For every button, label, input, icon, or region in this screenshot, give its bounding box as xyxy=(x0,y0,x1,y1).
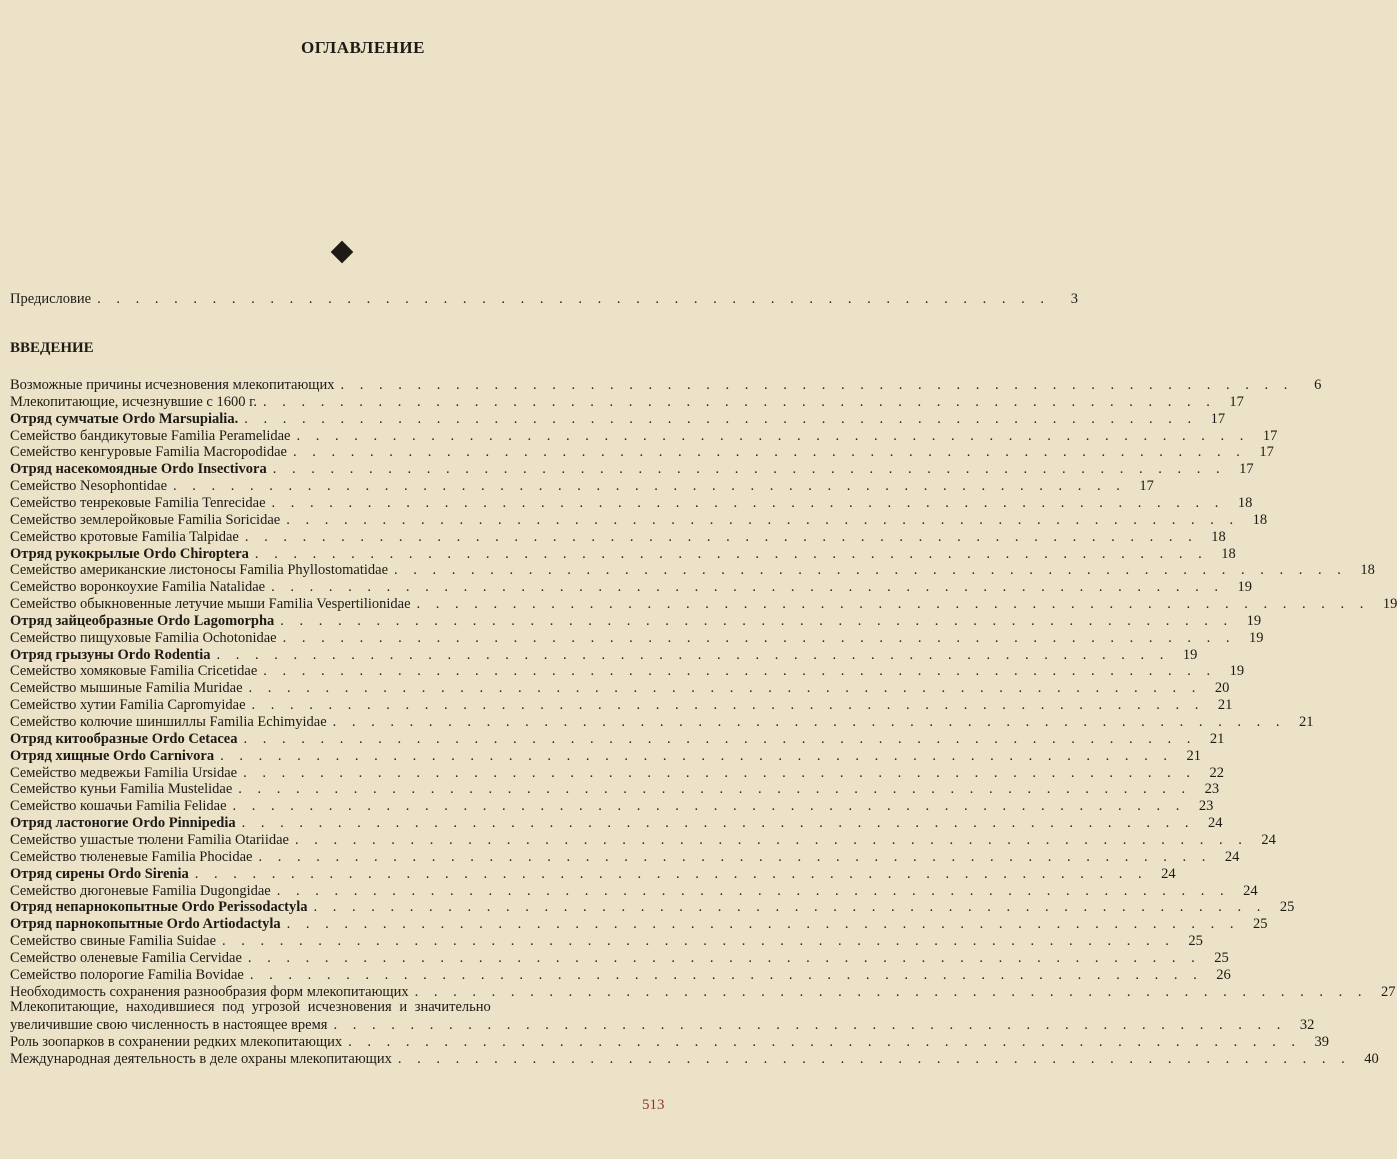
toc-entry[interactable] xyxy=(10,528,1226,546)
toc-page-number: 19 xyxy=(1248,630,1264,646)
toc-entry-text: Семейство оленевые Familia Cervidae xyxy=(10,950,242,966)
toc-entry-text: Отряд хищные Ordo Carnivora xyxy=(10,748,215,764)
toc-entry[interactable] xyxy=(10,595,1397,613)
toc-page-number: 23 xyxy=(1204,781,1220,797)
toc-entry-text: Семейство полорогие Familia Bovidae xyxy=(10,967,244,983)
leader-dots: . . . . . . . . . . . . . . . . . . . . . . . . . . . . . . . . . . . . . . . . . . . . . . . . . . xyxy=(271,495,1225,511)
toc-entry-text: увеличившие свою численность в настоящее время xyxy=(10,1017,328,1033)
toc-page-number: 17 xyxy=(1139,478,1154,494)
leader-dots: . . . . . . . . . . . . . . . . . . . . . . . . . . . . . . . . . . . . . . . . . . . . . . . . . . xyxy=(222,933,1175,949)
toc-entry[interactable] xyxy=(10,679,1230,697)
leader-dots: . . . . . . . . . . . . . . . . . . . . . . . . . . . . . . . . . . . . . . . . . . . . . . . . . . xyxy=(280,613,1234,629)
toc-page-number: 24 xyxy=(1261,832,1276,848)
toc-entry[interactable] xyxy=(10,393,1244,411)
toc-entry[interactable] xyxy=(10,612,1262,630)
leader-dots: . . . . . . . . . . . . . . . . . . . . . . . . . . . . . . . . . . . . . . . . . . . . . . . . . . xyxy=(258,849,1212,865)
toc-entry-text: Международная деятельность в деле охраны млекопитающих xyxy=(10,1051,392,1067)
toc-page-number: 20 xyxy=(1214,680,1230,696)
toc-page-number: 17 xyxy=(1259,444,1274,460)
toc-page-number: 27 xyxy=(1380,984,1396,1000)
leader-dots: . . . . . . . . . . . . . . . . . . . . . . . . . . . . . . . . . . . . . . . . . . . . . . . . . . xyxy=(340,377,1294,393)
toc-entry[interactable] xyxy=(10,1050,1379,1068)
leader-dots: . . . . . . . . . . . . . . . . . . . . . . . . . . . . . . . . . . . . . . . . . . . . . . . . . . xyxy=(286,916,1240,932)
toc-entry[interactable] xyxy=(10,780,1220,798)
toc-page-number: 19 xyxy=(1382,596,1397,612)
leader-dots: . . . . . . . . . . . . . . . . . . . . . . . . . . . . . . . . . . . . . . . . . . . . . . . . . . xyxy=(243,731,1197,747)
toc-entry[interactable] xyxy=(10,898,1295,916)
toc-entry-text: Семейство хутии Familia Capromyidae xyxy=(10,697,246,713)
toc-entry[interactable] xyxy=(10,915,1268,933)
toc-entry-text: Млекопитающие, исчезнувшие с 1600 г. xyxy=(10,394,258,410)
toc-entry-text: Отряд китообразные Ordo Cetacea xyxy=(10,731,238,747)
leader-dots: . . . . . . . . . . . . . . . . . . . . . . . . . . . . . . . . . . . . . . . . . . . . . . . . . . xyxy=(416,596,1370,612)
toc-entry-wrapped-line1[interactable]: Млекопитающие, находившиеся под угрозой исчезновения и значительно xyxy=(10,999,491,1015)
toc-page-number: 24 xyxy=(1224,849,1240,865)
toc-entry[interactable] xyxy=(10,477,1154,495)
leader-dots: . . . . . . . . . . . . . . . . . . . . . . . . . . . . . . . . . . . . . . . . . . . . . . . . . . xyxy=(394,562,1347,578)
leader-dots: . . . . . . . . . . . . . . . . . . . . . . . . . . . . . . . . . . . . . . . . . . . . . . . . . . xyxy=(173,478,1126,494)
toc-page-number: 21 xyxy=(1217,697,1233,713)
toc-entry-text: Отряд парнокопытные Ordo Artiodactyla xyxy=(10,916,281,932)
toc-entry-text: Отряд ластоногие Ordo Pinnipedia xyxy=(10,815,236,831)
toc-entry-text: Семейство землеройковые Familia Soricidae xyxy=(10,512,281,528)
toc-page-number: 17 xyxy=(1229,394,1244,410)
leader-dots: . . . . . . . . . . . . . . . . . . . . . . . . . . . . . . . . . . . . . . . . . . . . . . . . . . xyxy=(348,1034,1301,1050)
leader-dots: . . . . . . . . . . . . . . . . . . . . . . . . . . . . . . . . . . . . . . . . . . . . . . . . . . xyxy=(216,647,1170,663)
toc-page-number: 19 xyxy=(1237,579,1252,595)
toc-entry[interactable] xyxy=(10,831,1276,849)
toc-entry-text: Отряд зайцеобразные Ordo Lagomorpha xyxy=(10,613,275,629)
toc-entry-text: Семейство пищуховые Familia Ochotonidae xyxy=(10,630,277,646)
toc-entry[interactable] xyxy=(10,730,1225,748)
toc-page-number: 39 xyxy=(1314,1034,1329,1050)
toc-entry-text: Отряд непарнокопытные Ordo Perissodactyla xyxy=(10,899,308,915)
toc-page-number: 18 xyxy=(1252,512,1268,528)
toc-entry-text: Семейство куньи Familia Mustelidae xyxy=(10,781,233,797)
toc-page-number: 25 xyxy=(1253,916,1268,932)
toc-entry[interactable] xyxy=(10,797,1214,815)
toc-page-number: 19 xyxy=(1182,647,1198,663)
leader-dots: . . . . . . . . . . . . . . . . . . . . . . . . . . . . . . . . . . . . . . . . . . . . . . . . . . xyxy=(220,748,1173,764)
toc-page-number: 18 xyxy=(1360,562,1375,578)
toc-entry-text: Семейство ушастые тюлени Familia Otariidae xyxy=(10,832,289,848)
toc-entry[interactable] xyxy=(10,848,1240,866)
leader-dots: . . . . . . . . . . . . . . . . . . . . . . . . . . . . . . . . . . . . . . . . . . . . . . . . . . xyxy=(332,714,1286,730)
toc-page-number: 40 xyxy=(1364,1051,1379,1067)
toc-page-number: 18 xyxy=(1221,546,1236,562)
leader-dots: . . . . . . . . . . . . . . . . . . . . . . . . . . . . . . . . . . . . . . . . . . . . . . . . . . xyxy=(272,461,1226,477)
leader-dots: . . . . . . . . . . . . . . . . . . . . . . . . . . . . . . . . . . . . . . . . . . . . . . . . . . xyxy=(194,866,1148,882)
toc-entry-wrapped-line2[interactable] xyxy=(10,1016,1315,1034)
toc-entry[interactable] xyxy=(10,578,1252,596)
toc-page-number: 21 xyxy=(1209,731,1225,747)
toc-entry[interactable] xyxy=(10,494,1253,512)
leader-dots: . . . . . . . . . . . . . . . . . . . . . . . . . . . . . . . . . . . . . . . . . . . . . . . . . . xyxy=(414,984,1368,1000)
toc-entry[interactable] xyxy=(10,747,1201,765)
toc-entry[interactable] xyxy=(10,629,1264,647)
toc-entry[interactable] xyxy=(10,865,1176,883)
toc-entry-text: Семейство кошачьи Familia Felidae xyxy=(10,798,227,814)
leader-dots: . . . . . . . . . . . . . . . . . . . . . . . . . . . . . . . . . . . . . . . . . . . . . . . . . . xyxy=(97,291,1050,307)
toc-entry-text: Семейство бандикутовые Familia Peramelidae xyxy=(10,428,291,444)
toc-entry[interactable] xyxy=(10,949,1229,967)
toc-page-number: 24 xyxy=(1207,815,1223,831)
toc-page-number: 3 xyxy=(1070,291,1078,307)
toc-entry[interactable] xyxy=(10,966,1231,984)
leader-dots: . . . . . . . . . . . . . . . . . . . . . . . . . . . . . . . . . . . . . . . . . . . . . . . . . . xyxy=(292,444,1246,460)
toc-page-number: 24 xyxy=(1161,866,1176,882)
leader-dots: . . . . . . . . . . . . . . . . . . . . . . . . . . . . . . . . . . . . . . . . . . . . . . . . . . xyxy=(244,529,1198,545)
toc-entry-text: Семейство воронкоухие Familia Natalidae xyxy=(10,579,266,595)
leader-dots: . . . . . . . . . . . . . . . . . . . . . . . . . . . . . . . . . . . . . . . . . . . . . . . . . . xyxy=(333,1017,1287,1033)
leader-dots: . . . . . . . . . . . . . . . . . . . . . . . . . . . . . . . . . . . . . . . . . . . . . . . . . . xyxy=(243,765,1196,781)
page-title: ОГЛАВЛЕНИЕ xyxy=(301,38,425,57)
toc-entry[interactable] xyxy=(10,662,1245,680)
toc-page-number: 17 xyxy=(1210,411,1226,427)
toc-entry-text: Семейство медвежьи Familia Ursidae xyxy=(10,765,238,781)
leader-dots: . . . . . . . . . . . . . . . . . . . . . . . . . . . . . . . . . . . . . . . . . . . . . . . . . . xyxy=(251,697,1205,713)
toc-entry[interactable] xyxy=(10,713,1314,731)
leader-dots: . . . . . . . . . . . . . . . . . . . . . . . . . . . . . . . . . . . . . . . . . . . . . . . . . . xyxy=(238,781,1192,797)
leader-dots: . . . . . . . . . . . . . . . . . . . . . . . . . . . . . . . . . . . . . . . . . . . . . . . . . . xyxy=(313,899,1267,915)
toc-entry-text: Семейство дюгоневые Familia Dugongidae xyxy=(10,883,271,899)
toc-entry-text: Семейство обыкновенные летучие мыши Familia Vespertilionidae xyxy=(10,596,411,612)
toc-entry-text: Отряд грызуны Ordo Rodentia xyxy=(10,647,211,663)
toc-entry-text: Роль зоопарков в сохранении редких млекопитающих xyxy=(10,1034,343,1050)
leader-dots: . . . . . . . . . . . . . . . . . . . . . . . . . . . . . . . . . . . . . . . . . . . . . . . . . . xyxy=(247,950,1201,966)
toc-entry-text: Семейство кенгуровые Familia Macropodidae xyxy=(10,444,287,460)
leader-dots: . . . . . . . . . . . . . . . . . . . . . . . . . . . . . . . . . . . . . . . . . . . . . . . . . . xyxy=(249,967,1203,983)
toc-page-number: 25 xyxy=(1188,933,1203,949)
leader-dots: . . . . . . . . . . . . . . . . . . . . . . . . . . . . . . . . . . . . . . . . . . . . . . . . . . xyxy=(282,630,1236,646)
toc-entry-text: Семейство свиные Familia Suidae xyxy=(10,933,217,949)
leader-dots: . . . . . . . . . . . . . . . . . . . . . . . . . . . . . . . . . . . . . . . . . . . . . . . . . . xyxy=(248,680,1202,696)
toc-entry-text: Отряд сирены Ordo Sirenia xyxy=(10,866,189,882)
folio-page-number: 513 xyxy=(642,1097,665,1113)
toc-entry-text: Предисловие xyxy=(10,291,92,307)
toc-page-number: 22 xyxy=(1209,765,1224,781)
toc-page-number: 32 xyxy=(1299,1017,1315,1033)
toc-entry-text: Возможные причины исчезновения млекопитающих xyxy=(10,377,335,393)
toc-entry[interactable] xyxy=(10,410,1226,428)
toc-page-number: 26 xyxy=(1216,967,1231,983)
toc-page-number: 24 xyxy=(1243,883,1258,899)
leader-dots: . . . . . . . . . . . . . . . . . . . . . . . . . . . . . . . . . . . . . . . . . . . . . . . . . . xyxy=(241,815,1195,831)
toc-entry-text: Семейство кротовые Familia Talpidae xyxy=(10,529,239,545)
toc-page-number: 25 xyxy=(1214,950,1229,966)
diamond-ornament-icon xyxy=(331,241,354,264)
toc-entry-text: Семейство мышиные Familia Muridae xyxy=(10,680,243,696)
leader-dots: . . . . . . . . . . . . . . . . . . . . . . . . . . . . . . . . . . . . . . . . . . . . . . . . . . xyxy=(296,428,1250,444)
toc-entry-text: Семейство Nesophontidae xyxy=(10,478,168,494)
toc-entry-text: Семейство американские листоносы Familia Phyllostomatidae xyxy=(10,562,389,578)
toc-page-number: 17 xyxy=(1239,461,1254,477)
toc-entry-text: Отряд сумчатые Ordo Marsupialia. xyxy=(10,411,239,427)
toc-entry-text: Семейство колючие шиншиллы Familia Echimyidae xyxy=(10,714,327,730)
leader-dots: . . . . . . . . . . . . . . . . . . . . . . . . . . . . . . . . . . . . . . . . . . . . . . . . . . xyxy=(263,394,1216,410)
leader-dots: . . . . . . . . . . . . . . . . . . . . . . . . . . . . . . . . . . . . . . . . . . . . . . . . . . xyxy=(286,512,1240,528)
toc-page-number: 6 xyxy=(1314,377,1322,393)
leader-dots: . . . . . . . . . . . . . . . . . . . . . . . . . . . . . . . . . . . . . . . . . . . . . . . . . . xyxy=(397,1051,1351,1067)
toc-entry[interactable] xyxy=(10,1033,1329,1051)
toc-entry-text: Семейство тенрековые Familia Tenrecidae xyxy=(10,495,266,511)
toc-page-number: 21 xyxy=(1186,748,1201,764)
toc-entry[interactable] xyxy=(10,443,1274,461)
leader-dots: . . . . . . . . . . . . . . . . . . . . . . . . . . . . . . . . . . . . . . . . . . . . . . . . . . xyxy=(232,798,1186,814)
toc-entry[interactable] xyxy=(10,696,1233,714)
toc-entry[interactable] xyxy=(10,460,1254,478)
leader-dots: . . . . . . . . . . . . . . . . . . . . . . . . . . . . . . . . . . . . . . . . . . . . . . . . . . xyxy=(271,579,1224,595)
toc-entry-text: Отряд рукокрылые Ordo Chiroptera xyxy=(10,546,249,562)
toc-page-number: 23 xyxy=(1198,798,1214,814)
toc-entry-text: Отряд насекомоядные Ordo Insectivora xyxy=(10,461,267,477)
leader-dots: . . . . . . . . . . . . . . . . . . . . . . . . . . . . . . . . . . . . . . . . . . . . . . . . . . xyxy=(294,832,1248,848)
toc-page-number: 17 xyxy=(1262,428,1278,444)
toc-page-number: 19 xyxy=(1229,663,1245,679)
toc-entry[interactable] xyxy=(10,932,1203,950)
toc-entry[interactable] xyxy=(10,814,1223,832)
leader-dots: . . . . . . . . . . . . . . . . . . . . . . . . . . . . . . . . . . . . . . . . . . . . . . . . . . xyxy=(263,663,1217,679)
toc-entry-text: Необходимость сохранения разнообразия форм млекопитающих xyxy=(10,984,409,1000)
toc-page-number: 19 xyxy=(1246,613,1262,629)
toc-entry[interactable] xyxy=(10,376,1322,394)
toc-page-number: 18 xyxy=(1211,529,1226,545)
toc-entry[interactable] xyxy=(10,561,1375,579)
toc-entry[interactable] xyxy=(10,511,1268,529)
leader-dots: . . . . . . . . . . . . . . . . . . . . . . . . . . . . . . . . . . . . . . . . . . . . . . . . . . xyxy=(244,411,1198,427)
toc-page-number: 18 xyxy=(1237,495,1253,511)
toc-page-number: 25 xyxy=(1279,899,1295,915)
toc-entry-text: Семейство тюленевые Familia Phocidae xyxy=(10,849,253,865)
leader-dots: . . . . . . . . . . . . . . . . . . . . . . . . . . . . . . . . . . . . . . . . . . . . . . . . . . xyxy=(254,546,1208,562)
leader-dots: . . . . . . . . . . . . . . . . . . . . . . . . . . . . . . . . . . . . . . . . . . . . . . . . . . xyxy=(276,883,1230,899)
section-heading: ВВЕДЕНИЕ xyxy=(10,340,94,356)
toc-entry-preface[interactable] xyxy=(10,290,1078,308)
toc-entry-text: Семейство хомяковые Familia Cricetidae xyxy=(10,663,258,679)
toc-page-number: 21 xyxy=(1299,714,1314,730)
